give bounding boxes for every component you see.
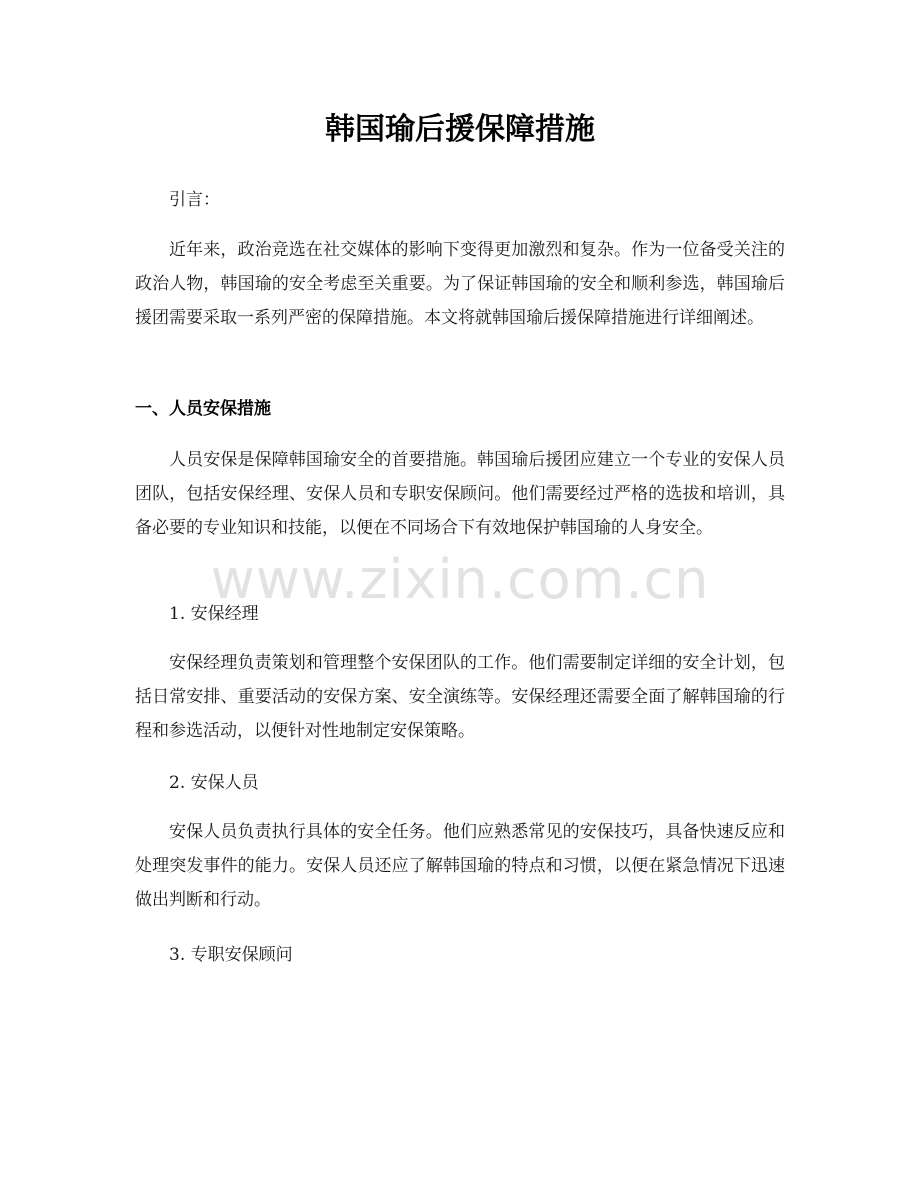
section-heading-personnel-security: 一、人员安保措施: [135, 399, 271, 419]
subsection-label-security-manager: 1. 安保经理: [169, 604, 259, 624]
intro-label: 引言：: [169, 190, 220, 210]
intro-paragraph: 近年来，政治竞选在社交媒体的影响下变得更加激烈和复杂。作为一位备受关注的政治人物，韩国瑜的安全考虑至关重要。为了保证韩国瑜的安全和顺利参选，韩国瑜后援团需要采取一系列严密的保障措施。本文将就韩国瑜后援保障措施进行详细阐述。: [135, 240, 785, 328]
subsection-label-security-consultant: 3. 专职安保顾问: [169, 945, 293, 965]
subsection-label-security-staff: 2. 安保人员: [169, 773, 259, 793]
section-paragraph-personnel-security: 人员安保是保障韩国瑜安全的首要措施。韩国瑜后援团应建立一个专业的安保人员团队，包括安保经理、安保人员和专职安保顾问。他们需要经过严格的选拔和培训，具备必要的专业知识和技能，以便在不同场合下有效地保护韩国瑜的人身安全。: [135, 450, 785, 538]
subsection-paragraph-security-staff: 安保人员负责执行具体的安全任务。他们应熟悉常见的安保技巧，具备快速反应和处理突发事件的能力。安保人员还应了解韩国瑜的特点和习惯，以便在紧急情况下迅速做出判断和行动。: [135, 822, 785, 910]
document-title: 韩国瑜后援保障措施: [325, 112, 595, 147]
watermark-text: www.zixin.com.cn: [210, 548, 710, 611]
subsection-paragraph-security-manager: 安保经理负责策划和管理整个安保团队的工作。他们需要制定详细的安全计划，包括日常安排、重要活动的安保方案、安全演练等。安保经理还需要全面了解韩国瑜的行程和参选活动，以便针对性地制定安保策略。: [135, 653, 785, 741]
